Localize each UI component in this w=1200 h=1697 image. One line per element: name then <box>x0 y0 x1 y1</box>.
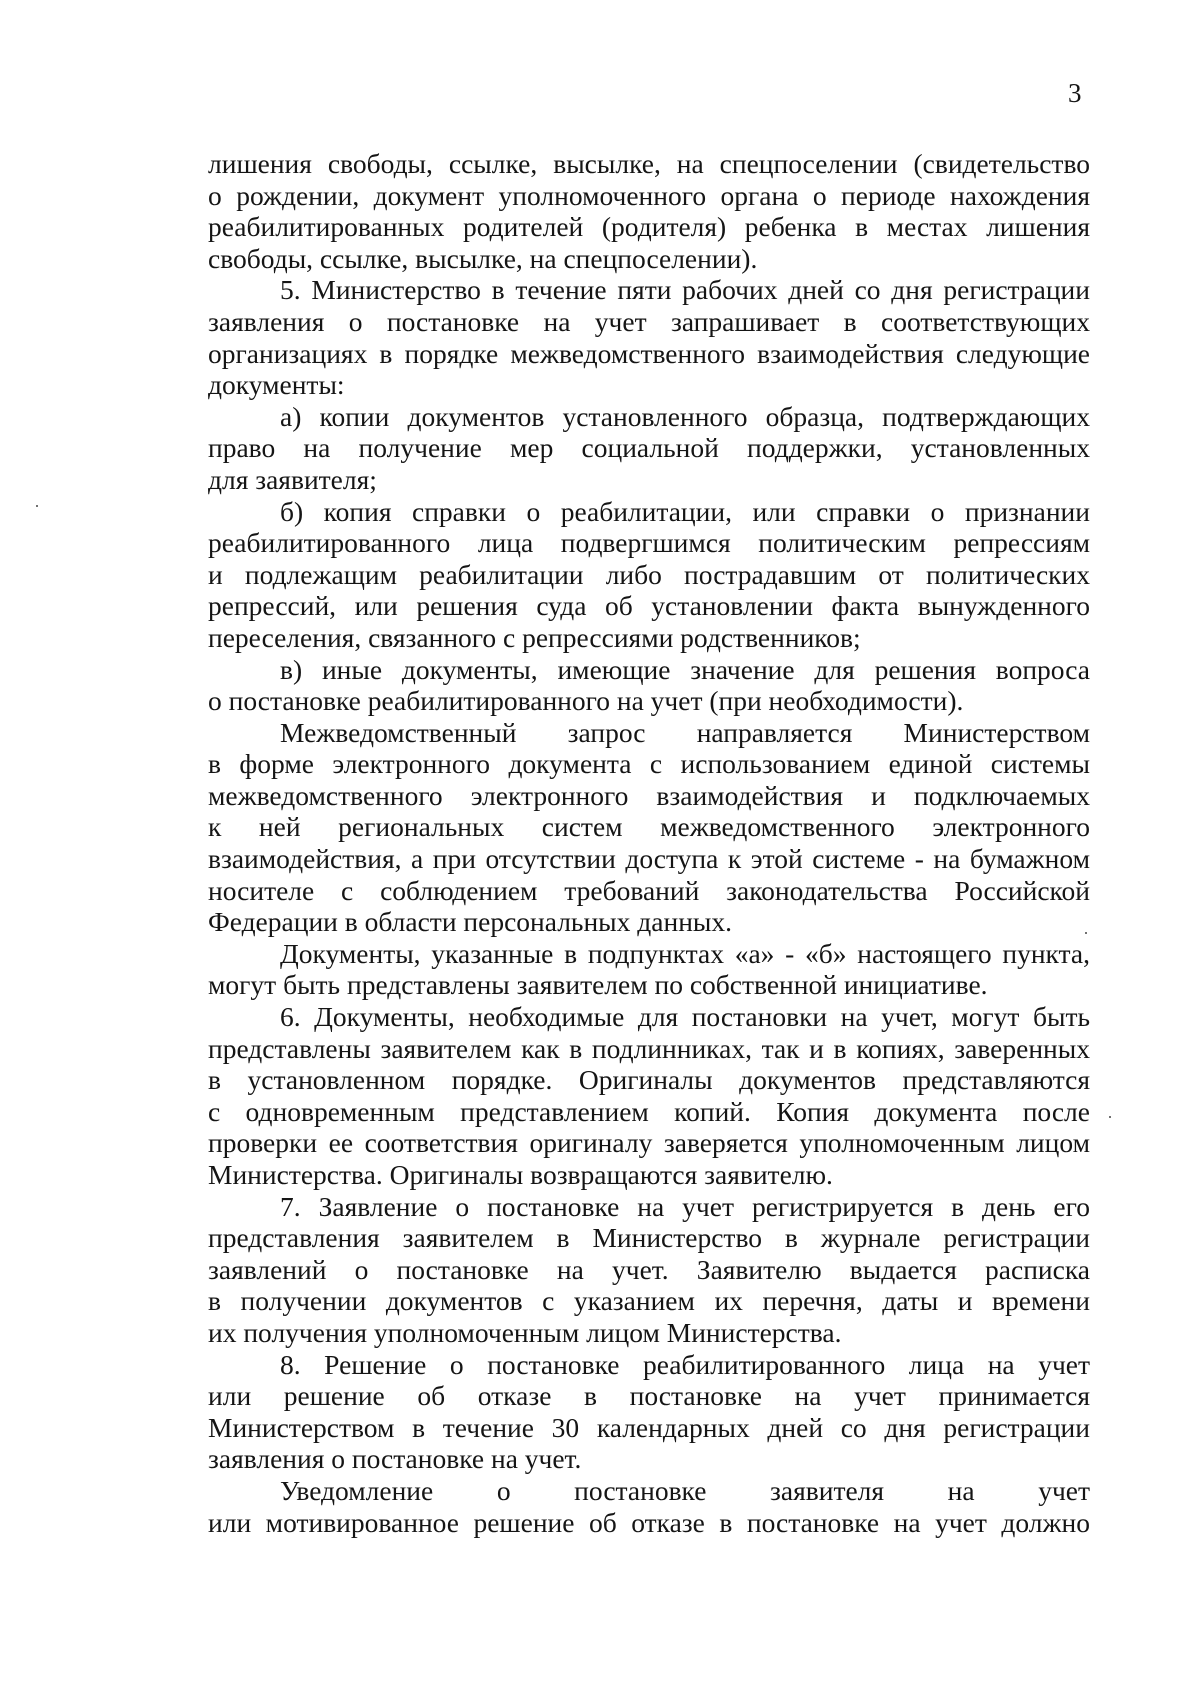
page-number: 3 <box>1068 78 1082 108</box>
text-line: свободы, ссылке, высылке, на спецпоселении). <box>208 242 758 274</box>
text-line: документы: <box>208 369 345 401</box>
paragraph <box>208 1001 1090 1191</box>
text-line: переселения, связанного с репрессиями родственников; <box>208 621 861 653</box>
paragraph <box>208 1349 1090 1475</box>
text-line: лишения свободы, ссылке, высылке, на спецпоселении (свидетельство <box>208 148 1090 179</box>
text-line: Министерством в течение 30 календарных дней со дня регистрации <box>208 1411 1090 1443</box>
paragraph <box>208 654 1090 717</box>
text-line: Уведомление о постановке заявителя на учет <box>280 1474 1090 1506</box>
text-line: в установленном порядке. Оригиналы документов представляются <box>208 1064 1090 1096</box>
text-line: а) копии документов установленного образца, подтверждающих <box>280 400 1090 432</box>
text-line: реабилитированного лица подвергшимся политическим репрессиям <box>208 527 1090 559</box>
scan-speck <box>1085 932 1087 934</box>
text-line: 5. Министерство в течение пяти рабочих дней со дня регистрации <box>280 274 1090 306</box>
text-line: их получения уполномоченным лицом Министерства. <box>208 1316 842 1348</box>
text-line: право на получение мер социальной поддержки, установленных <box>208 432 1090 464</box>
text-line: представлены заявителем как в подлинниках, так и в копиях, заверенных <box>208 1032 1090 1064</box>
text-line: 8. Решение о постановке реабилитированного лица на учет <box>280 1348 1090 1380</box>
text-line: могут быть представлены заявителем по собственной инициативе. <box>208 969 988 1001</box>
paragraph <box>208 1475 1090 1538</box>
text-line: проверки ее соответствия оригиналу заверяется уполномоченным лицом <box>208 1127 1090 1159</box>
text-line: носителе с соблюдением требований законодательства Российской <box>208 874 1090 906</box>
text-line: о постановке реабилитированного на учет (при необходимости). <box>208 685 964 717</box>
text-line: Федерации в области персональных данных. <box>208 906 733 938</box>
text-line: взаимодействия, а при отсутствии доступа к этой системе - на бумажном <box>208 843 1090 875</box>
text-line: межведомственного электронного взаимодействия и подключаемых <box>208 779 1090 811</box>
text-line: или мотивированное решение об отказе в постановке на учет должно <box>208 1506 1090 1538</box>
text-line: в получении документов с указанием их перечня, даты и времени <box>208 1285 1090 1317</box>
text-line: или решение об отказе в постановке на учет принимается <box>208 1380 1090 1412</box>
paragraph <box>208 148 1090 274</box>
text-line: представления заявителем в Министерство в журнале регистрации <box>208 1222 1090 1254</box>
text-line: заявления о постановке на учет. <box>208 1443 582 1475</box>
paragraph <box>208 274 1090 400</box>
text-line: реабилитированных родителей (родителя) ребенка в местах лишения <box>208 211 1090 243</box>
text-line: Документы, указанные в подпунктах «а» - «б» настоящего пункта, <box>280 937 1090 969</box>
scan-speck <box>36 505 38 507</box>
text-line: о рождении, документ уполномоченного органа о периоде нахождения <box>208 179 1090 211</box>
text-line: к ней региональных систем межведомственного электронного <box>208 811 1090 843</box>
paragraph <box>208 717 1090 938</box>
text-line: организациях в порядке межведомственного взаимодействия следующие <box>208 337 1090 369</box>
document-body <box>208 148 1090 1538</box>
text-line: 6. Документы, необходимые для постановки на учет, могут быть <box>280 1001 1090 1033</box>
text-line: в) иные документы, имеющие значение для решения вопроса <box>280 653 1090 685</box>
text-line: с одновременным представлением копий. Копия документа после <box>208 1095 1090 1127</box>
scan-speck <box>1109 1116 1111 1118</box>
text-line: репрессий, или решения суда об установлении факта вынужденного <box>208 590 1090 622</box>
paragraph <box>208 401 1090 496</box>
text-line: б) копия справки о реабилитации, или справки о признании <box>280 495 1090 527</box>
text-line: для заявителя; <box>208 463 377 495</box>
text-line: и подлежащим реабилитации либо пострадавшим от политических <box>208 558 1090 590</box>
text-line: Межведомственный запрос направляется Министерством <box>280 716 1090 748</box>
text-line: заявлений о постановке на учет. Заявителю выдается расписка <box>208 1253 1090 1285</box>
text-line: в форме электронного документа с использованием единой системы <box>208 748 1090 780</box>
paragraph <box>208 938 1090 1001</box>
text-line: заявления о постановке на учет запрашивает в соответствующих <box>208 305 1090 337</box>
text-line: 7. Заявление о постановке на учет регистрируется в день его <box>280 1190 1090 1222</box>
paragraph <box>208 1191 1090 1349</box>
text-line: Министерства. Оригиналы возвращаются заявителю. <box>208 1159 833 1190</box>
paragraph <box>208 496 1090 654</box>
